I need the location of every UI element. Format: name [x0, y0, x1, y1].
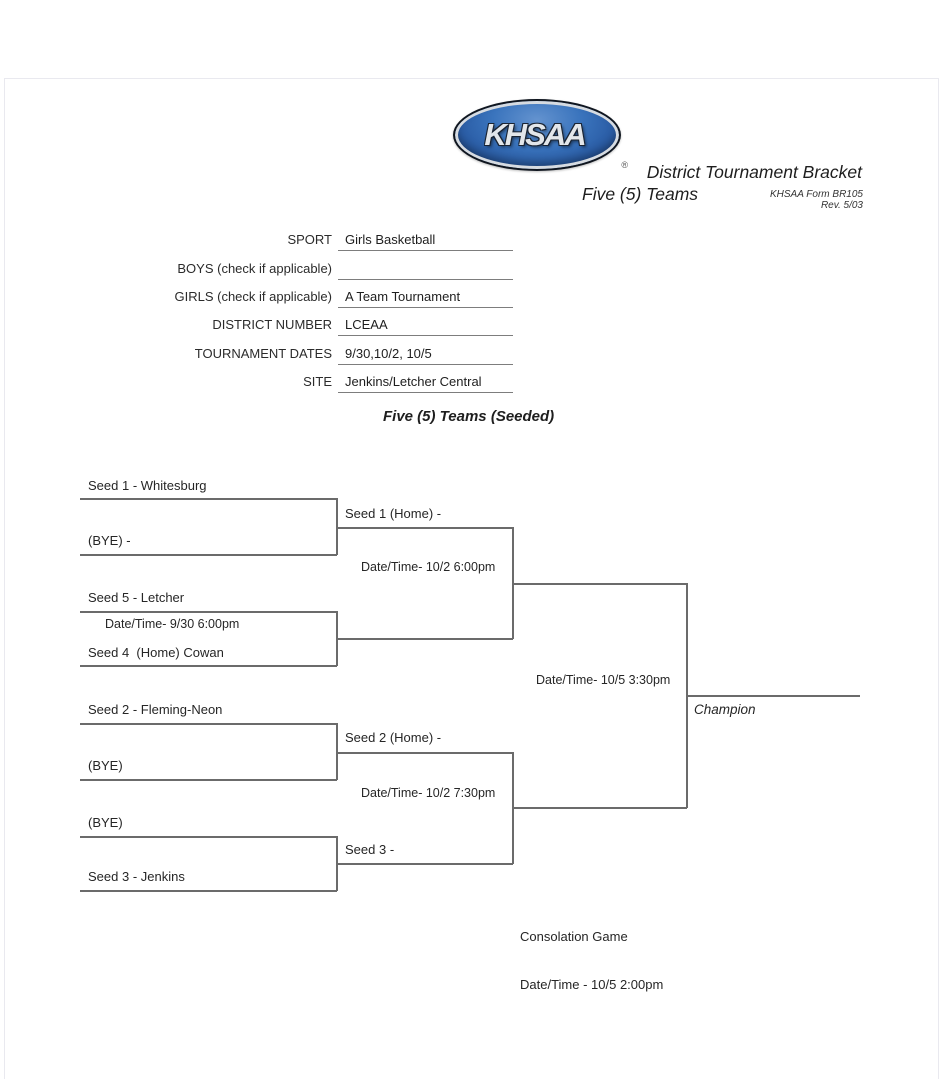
bracket-line-seed2: [80, 723, 337, 725]
bye-2-label: (BYE): [88, 758, 123, 773]
form-label-site: SITE: [303, 374, 332, 389]
seed-3-label: Seed 3 - Jenkins: [88, 869, 185, 884]
bracket-line-final-bottom: [513, 807, 687, 809]
sf2-seed3-slot-label: Seed 3 -: [345, 842, 395, 857]
bye-1-label: (BYE) -: [88, 533, 131, 548]
bracket-connector-game1: [336, 498, 338, 555]
bracket-line-bye1: [80, 554, 337, 556]
form-label-district-number: DISTRICT NUMBER: [212, 317, 332, 332]
bracket-connector-game3: [336, 723, 338, 780]
consolation-game-block: [520, 897, 663, 1025]
bracket-line-seed5: [80, 611, 337, 613]
form-label-boys: BOYS (check if applicable): [177, 261, 332, 276]
form-row-sport: [0, 230, 513, 251]
form-value-site: Jenkins/Letcher Central: [338, 374, 513, 393]
form-label-tournament-dates: TOURNAMENT DATES: [194, 346, 332, 361]
seed-4-label: Seed 4 (Home) Cowan: [88, 645, 224, 660]
form-value-girls: A Team Tournament: [338, 289, 513, 308]
form-revision: Rev. 5/03: [820, 200, 863, 211]
consolation-datetime: Date/Time - 10/5 2:00pm: [520, 977, 664, 992]
form-row-district-number: [0, 315, 513, 336]
khsaa-logo-oval: [453, 99, 621, 171]
seed-1-label: Seed 1 - Whitesburg: [88, 478, 207, 493]
bracket-line-champion: [687, 695, 860, 697]
consolation-title: Consolation Game: [520, 929, 628, 944]
form-value-district-number: LCEAA: [338, 317, 513, 336]
form-row-tournament-dates: [0, 344, 513, 365]
bracket-line-sf2-bottom: [337, 863, 513, 865]
champion-label: Champion: [694, 702, 756, 717]
form-value-boys: [338, 262, 513, 280]
bracket-line-seed3: [80, 890, 337, 892]
bracket-line-sf1-top: [337, 527, 513, 529]
document-subtitle: Five (5) Teams: [582, 184, 699, 204]
bracket-connector-final: [686, 583, 688, 808]
seed-2-label: Seed 2 - Fleming-Neon: [88, 702, 223, 717]
bracket-connector-sf2: [512, 752, 514, 864]
bracket-connector-game2: [336, 611, 338, 666]
bracket-line-bye3: [80, 836, 337, 838]
form-row-site: [0, 372, 513, 393]
bracket-line-sf2-top: [337, 752, 513, 754]
khsaa-logo-text: KHSAA: [484, 117, 585, 152]
bracket-line-seed4: [80, 665, 337, 667]
form-row-girls: [0, 287, 513, 308]
form-value-sport: Girls Basketball: [338, 232, 513, 251]
bracket-connector-sf1: [512, 527, 514, 639]
final-datetime-label: Date/Time- 10/5 3:30pm: [536, 673, 671, 687]
registered-trademark-icon: ®: [621, 160, 628, 170]
scan-page-edge: [4, 78, 939, 1079]
bracket-line-final-top: [513, 583, 687, 585]
bracket-line-sf1-bottom: [337, 638, 513, 640]
sf1-winner-slot-label: Seed 1 (Home) -: [345, 506, 442, 521]
bracket-connector-game4: [336, 836, 338, 891]
bracket-section-title: Five (5) Teams (Seeded): [383, 408, 555, 425]
form-number: KHSAA Form BR105: [770, 189, 863, 200]
sf1-datetime-label: Date/Time- 10/2 6:00pm: [361, 560, 496, 574]
form-label-girls: GIRLS (check if applicable): [174, 289, 332, 304]
bye-3-label: (BYE): [88, 815, 123, 830]
form-row-boys: [0, 259, 513, 280]
document-title: District Tournament Bracket: [646, 162, 862, 182]
sf2-winner-slot-label: Seed 2 (Home) -: [345, 730, 442, 745]
bracket-line-seed1: [80, 498, 337, 500]
form-label-sport: SPORT: [287, 232, 332, 247]
khsaa-logo: [453, 99, 628, 171]
sf2-datetime-label: Date/Time- 10/2 7:30pm: [361, 786, 496, 800]
seed-5-label: Seed 5 - Letcher: [88, 590, 185, 605]
bracket-line-bye2: [80, 779, 337, 781]
game2-datetime-label: Date/Time- 9/30 6:00pm: [105, 617, 240, 631]
form-value-tournament-dates: 9/30,10/2, 10/5: [338, 346, 513, 365]
